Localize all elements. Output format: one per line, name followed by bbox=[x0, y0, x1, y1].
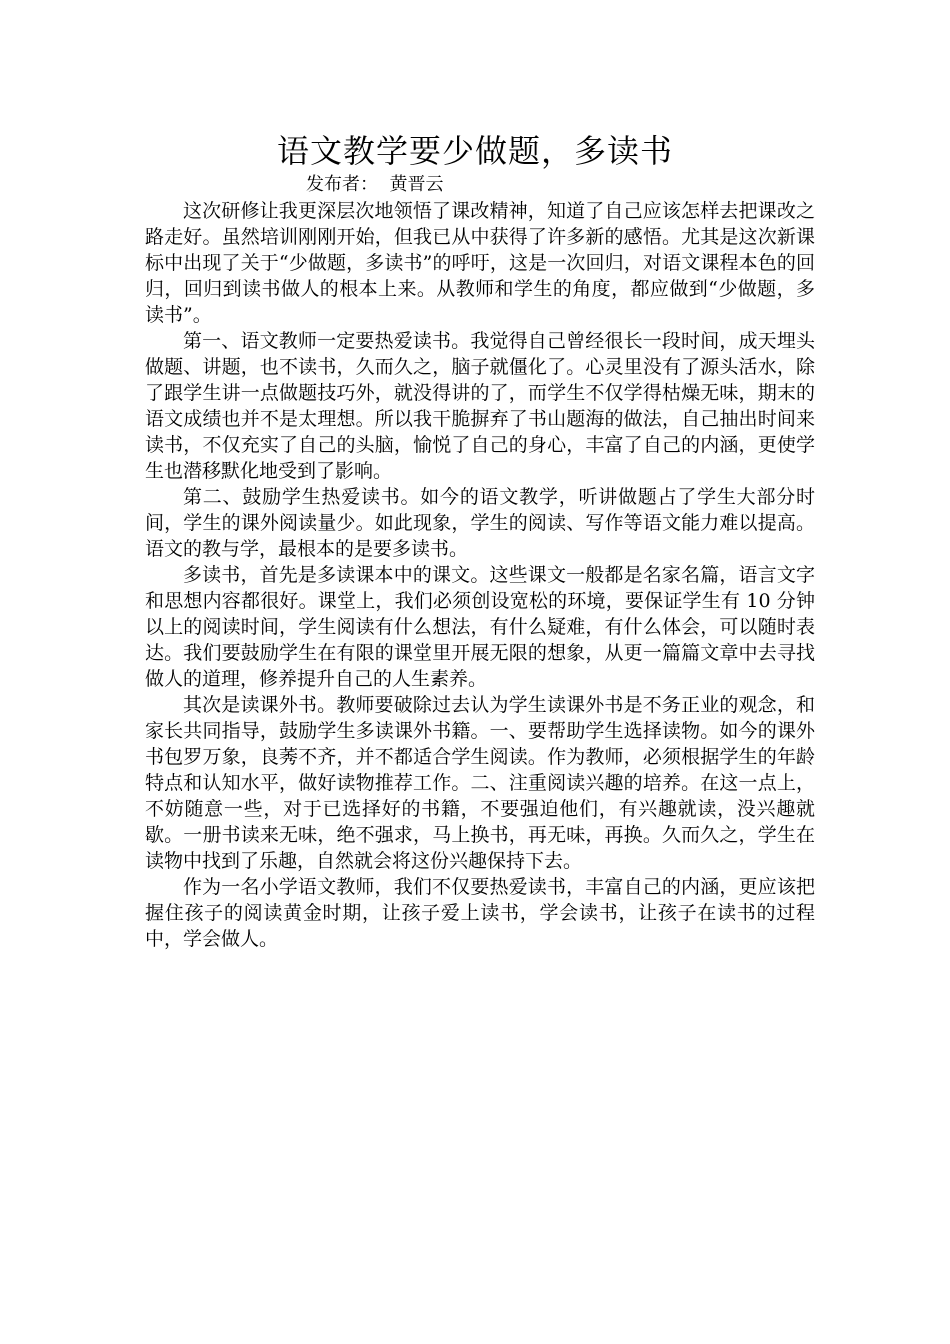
article-body bbox=[145, 198, 815, 952]
author-byline: 发布者： 黄晋云 bbox=[306, 174, 444, 195]
page-title: 语文教学要少做题，多读书 bbox=[276, 132, 673, 170]
paragraph: 多读书，首先是多读课本中的课文。这些课文一般都是名家名篇，语言文字和思想内容都很好。课堂上，我们必须创设宽松的环境，要保证学生有 10 分钟以上的阅读时间，学生阅读有什么想法，有什么疑难，有什么体会，可以随时表达。我们要鼓励学生在有限的课堂里开展无限的想象，从更一篇篇文章中去寻找做人的道理，修养提升自己的人生素养。 bbox=[145, 564, 815, 690]
paragraph: 第一、语文教师一定要热爱读书。我觉得自己曾经很长一段时间，成天埋头做题、讲题，也不读书，久而久之，脑子就僵化了。心灵里没有了源头活水，除了跟学生讲一点做题技巧外，就没得讲的了，而学生不仅学得枯燥无味，期末的语文成绩也并不是太理想。所以我干脆摒弃了书山题海的做法，自己抽出时间来读书，不仅充实了自己的头脑，愉悦了自己的身心，丰富了自己的内涵，更使学生也潜移默化地受到了影响。 bbox=[145, 330, 815, 482]
paragraph: 作为一名小学语文教师，我们不仅要热爱读书，丰富自己的内涵，更应该把握住孩子的阅读黄金时期，让孩子爱上读书，学会读书，让孩子在读书的过程中，学会做人。 bbox=[145, 876, 815, 950]
paragraph: 第二、鼓励学生热爱读书。如今的语文教学，听讲做题占了学生大部分时间，学生的课外阅读量少。如此现象，学生的阅读、写作等语文能力难以提高。语文的教与学，最根本的是要多读书。 bbox=[145, 486, 815, 560]
paragraph: 这次研修让我更深层次地领悟了课改精神，知道了自己应该怎样去把课改之路走好。虽然培训刚刚开始，但我已从中获得了许多新的感悟。尤其是这次新课标中出现了关于“少做题，多读书”的呼吁，这是一次回归，对语文课程本色的回归，回归到读书做人的根本上来。从教师和学生的角度，都应做到“少做题，多读书”。 bbox=[145, 200, 815, 326]
paragraph: 其次是读课外书。教师要破除过去认为学生读课外书是不务正业的观念，和家长共同指导，鼓励学生多读课外书籍。一、要帮助学生选择读物。如今的课外书包罗万象，良莠不齐，并不都适合学生阅读。作为教师，必须根据学生的年龄特点和认知水平，做好读物推荐工作。二、注重阅读兴趣的培养。在这一点上，不妨随意一些，对于已选择好的书籍，不要强迫他们，有兴趣就读，没兴趣就歇。一册书读来无味，绝不强求，马上换书，再无味，再换。久而久之，学生在读物中找到了乐趣，自然就会将这份兴趣保持下去。 bbox=[145, 694, 815, 872]
